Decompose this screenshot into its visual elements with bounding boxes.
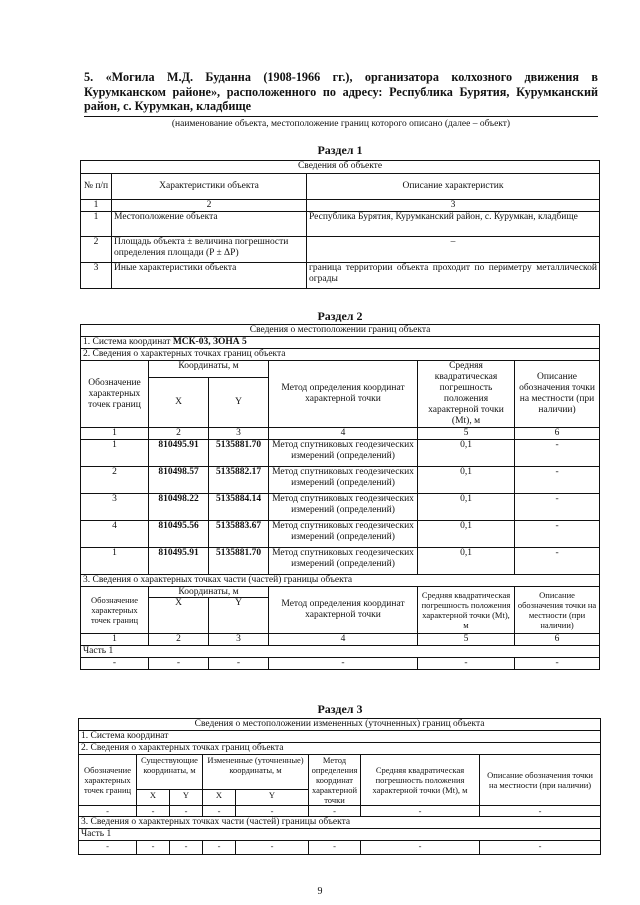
header-existing-coordinates: Существующие координаты, м bbox=[137, 755, 203, 790]
header-x: X bbox=[137, 789, 170, 805]
empty-cell: - bbox=[209, 658, 269, 670]
point-error: 0,1 bbox=[418, 467, 515, 494]
point-id: 1 bbox=[81, 548, 149, 575]
empty-cell: - bbox=[170, 806, 203, 817]
point-error: 0,1 bbox=[418, 548, 515, 575]
point-x: 810495.91 bbox=[149, 440, 209, 467]
header-error: Средняя квадратическая погрешность положения характерной точки (Mt), м bbox=[418, 587, 515, 634]
table-row bbox=[81, 263, 600, 289]
header-characteristics: Характеристики объекта bbox=[112, 174, 307, 200]
point-x: 810495.56 bbox=[149, 521, 209, 548]
section2-table-title: Сведения о местоположении границ объекта bbox=[81, 325, 600, 337]
empty-cell: - bbox=[480, 806, 601, 817]
point-method: Метод спутниковых геодезических измерений (определений) bbox=[269, 521, 418, 548]
header-point-description: Описание обозначения точки на местности (при наличии) bbox=[515, 587, 600, 634]
column-number: 3 bbox=[307, 200, 600, 212]
coordinate-system-label: 1. Система координат bbox=[79, 731, 601, 743]
point-method: Метод спутниковых геодезических измерений (определений) bbox=[269, 494, 418, 521]
row-number: 2 bbox=[81, 237, 112, 263]
empty-cell: - bbox=[309, 841, 361, 855]
header-error: Средняя квадратическая погрешность положения характерной точки (Mt), м bbox=[418, 361, 515, 428]
header-x: X bbox=[149, 377, 209, 427]
empty-cell: - bbox=[79, 806, 137, 817]
table-row bbox=[81, 548, 600, 575]
column-number: 3 bbox=[209, 634, 269, 646]
part-label: Часть 1 bbox=[79, 829, 601, 841]
empty-cell: - bbox=[137, 841, 170, 855]
header-method: Метод определения координат характерной точки bbox=[309, 755, 361, 806]
header-coordinates: Координаты, м bbox=[149, 587, 269, 598]
empty-cell: - bbox=[361, 841, 480, 855]
section3-table bbox=[78, 718, 601, 855]
header-method: Метод определения координат характерной точки bbox=[269, 587, 418, 634]
column-number: 5 bbox=[418, 428, 515, 440]
header-y: Y bbox=[170, 789, 203, 805]
empty-cell: - bbox=[309, 806, 361, 817]
characteristic-value: Республика Бурятия, Курумканский район, с. Курумкан, кладбище bbox=[307, 212, 600, 237]
empty-cell: - bbox=[137, 806, 170, 817]
point-id: 1 bbox=[81, 440, 149, 467]
point-x: 810495.91 bbox=[149, 548, 209, 575]
coordinate-system-label: 1. Система координат bbox=[83, 337, 173, 347]
coordinate-system-value: МСК-03, ЗОНА 5 bbox=[172, 337, 247, 347]
column-number: 2 bbox=[149, 634, 209, 646]
header-y: Y bbox=[209, 598, 269, 634]
empty-cell: - bbox=[361, 806, 480, 817]
table-row bbox=[81, 440, 600, 467]
empty-cell: - bbox=[81, 658, 149, 670]
table-row bbox=[81, 658, 600, 670]
point-id: 4 bbox=[81, 521, 149, 548]
point-method: Метод спутниковых геодезических измерений (определений) bbox=[269, 548, 418, 575]
point-description: - bbox=[515, 548, 600, 575]
point-error: 0,1 bbox=[418, 440, 515, 467]
empty-cell: - bbox=[418, 658, 515, 670]
header-y: Y bbox=[209, 377, 269, 427]
empty-cell: - bbox=[79, 841, 137, 855]
characteristic-name: Иные характеристики объекта bbox=[112, 263, 307, 289]
characteristic-name: Площадь объекта ± величина погрешности определения площади (P ± ΔP) bbox=[112, 237, 307, 263]
point-description: - bbox=[515, 440, 600, 467]
part-label: Часть 1 bbox=[81, 646, 600, 658]
point-y: 5135882.17 bbox=[209, 467, 269, 494]
column-number: 3 bbox=[209, 428, 269, 440]
point-y: 5135881.70 bbox=[209, 440, 269, 467]
page-number: 9 bbox=[317, 886, 323, 897]
section1-title: Раздел 1 bbox=[317, 143, 363, 157]
header-description: Описание характеристик bbox=[307, 174, 600, 200]
characteristic-value: – bbox=[307, 237, 600, 263]
empty-cell: - bbox=[170, 841, 203, 855]
header-designation: Обозначение характерных точек границ bbox=[81, 587, 149, 634]
section2-title: Раздел 2 bbox=[317, 309, 363, 323]
point-y: 5135881.70 bbox=[209, 548, 269, 575]
header-y: Y bbox=[236, 789, 309, 805]
empty-cell: - bbox=[480, 841, 601, 855]
section3-title: Раздел 3 bbox=[317, 702, 363, 716]
table-row bbox=[81, 521, 600, 548]
column-number: 1 bbox=[81, 200, 112, 212]
section3-table-title: Сведения о местоположении измененных (уточненных) границ объекта bbox=[79, 719, 601, 731]
column-number: 2 bbox=[149, 428, 209, 440]
point-description: - bbox=[515, 494, 600, 521]
header-x: X bbox=[203, 789, 236, 805]
header-point-description: Описание обозначения точки на местности (при наличии) bbox=[515, 361, 600, 428]
header-designation: Обозначение характерных точек границ bbox=[79, 755, 137, 806]
subsection-heading: 3. Сведения о характерных точках части (частей) границы объекта bbox=[81, 575, 600, 587]
table-row bbox=[79, 806, 601, 817]
header-x: X bbox=[149, 598, 209, 634]
point-id: 3 bbox=[81, 494, 149, 521]
column-number: 5 bbox=[418, 634, 515, 646]
empty-cell: - bbox=[236, 841, 309, 855]
header-point-description: Описание обозначения точки на местности (при наличии) bbox=[480, 755, 601, 806]
subsection-heading: 3. Сведения о характерных точках части (частей) границы объекта bbox=[79, 817, 601, 829]
object-subcaption: (наименование объекта, местоположение границ которого описано (далее – объект) bbox=[171, 119, 511, 129]
section2-table bbox=[80, 324, 600, 670]
column-number: 2 bbox=[112, 200, 307, 212]
section1-table-title: Сведения об объекте bbox=[81, 161, 600, 174]
point-id: 2 bbox=[81, 467, 149, 494]
point-method: Метод спутниковых геодезических измерений (определений) bbox=[269, 467, 418, 494]
column-number: 4 bbox=[269, 428, 418, 440]
point-x: 810498.22 bbox=[149, 494, 209, 521]
empty-cell: - bbox=[269, 658, 418, 670]
header-method: Метод определения координат характерной точки bbox=[269, 361, 418, 428]
characteristic-name: Местоположение объекта bbox=[112, 212, 307, 237]
point-x: 810498.57 bbox=[149, 467, 209, 494]
column-number: 1 bbox=[81, 634, 149, 646]
table-row bbox=[81, 467, 600, 494]
empty-cell: - bbox=[236, 806, 309, 817]
point-y: 5135883.67 bbox=[209, 521, 269, 548]
row-number: 3 bbox=[81, 263, 112, 289]
point-error: 0,1 bbox=[418, 494, 515, 521]
table-row bbox=[79, 841, 601, 855]
column-number: 1 bbox=[81, 428, 149, 440]
point-method: Метод спутниковых геодезических измерений (определений) bbox=[269, 440, 418, 467]
title-underline bbox=[84, 116, 598, 117]
point-description: - bbox=[515, 521, 600, 548]
table-row bbox=[81, 494, 600, 521]
table-row bbox=[81, 237, 600, 263]
header-number: № п/п bbox=[81, 174, 112, 200]
object-title: 5. «Могила М.Д. Буданна (1908-1966 гг.), организатора колхозного движения в Курумканском районе», расположенного по адресу: Республика Бурятия, Курумканский район, с. Курумкан, кладбище bbox=[84, 70, 598, 113]
subsection-heading: 2. Сведения о характерных точках границ объекта bbox=[81, 349, 600, 361]
point-error: 0,1 bbox=[418, 521, 515, 548]
column-number: 4 bbox=[269, 634, 418, 646]
section1-table bbox=[80, 160, 600, 289]
column-number: 6 bbox=[515, 428, 600, 440]
empty-cell: - bbox=[203, 806, 236, 817]
column-number: 6 bbox=[515, 634, 600, 646]
point-y: 5135884.14 bbox=[209, 494, 269, 521]
table-row bbox=[81, 212, 600, 237]
header-error: Средняя квадратическая погрешность положения характерной точки (Mt), м bbox=[361, 755, 480, 806]
header-coordinates: Координаты, м bbox=[149, 361, 269, 378]
coordinate-system-row bbox=[81, 337, 600, 349]
header-designation: Обозначение характерных точек границ bbox=[81, 361, 149, 428]
point-description: - bbox=[515, 467, 600, 494]
empty-cell: - bbox=[149, 658, 209, 670]
empty-cell: - bbox=[515, 658, 600, 670]
empty-cell: - bbox=[203, 841, 236, 855]
subsection-heading: 2. Сведения о характерных точках границ объекта bbox=[79, 743, 601, 755]
characteristic-value: граница территории объекта проходит по периметру металлической ограды bbox=[307, 263, 600, 289]
row-number: 1 bbox=[81, 212, 112, 237]
header-changed-coordinates: Измененные (уточненные) координаты, м bbox=[203, 755, 309, 790]
